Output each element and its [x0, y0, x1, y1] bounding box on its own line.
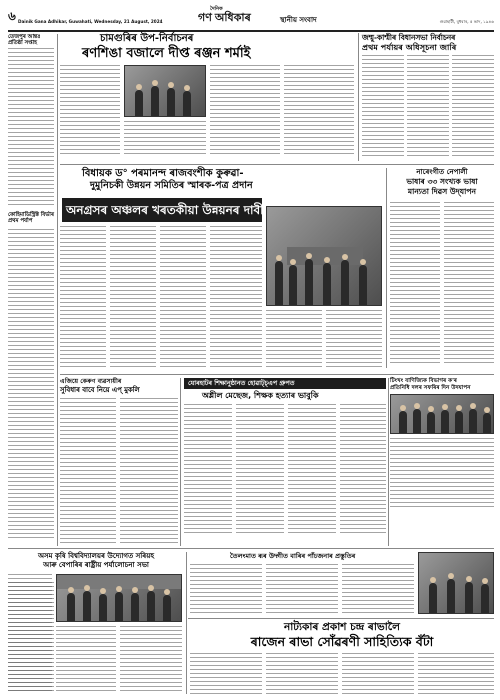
- festival-text-col2: [266, 564, 338, 614]
- top-story: [60, 33, 356, 163]
- festival-photo: [418, 552, 494, 614]
- university-headline-1: অসম কৃষি বিশ্ববিদ্যালয়ৰ উদ্যোগত সৰিয়হ: [37, 552, 155, 560]
- nepali-text-col2: [444, 202, 494, 366]
- main-story: [60, 168, 384, 372]
- nepali-kicker: নাৰেংগীত নেপালী: [416, 168, 468, 176]
- main-story-headline-banner: [62, 198, 262, 222]
- right-top-text-col3: [452, 55, 494, 159]
- small-right-text: [390, 438, 494, 508]
- center-left-headline: সুবিধাৰ বাবে নিয়ে এপ্ মুকলি: [60, 386, 140, 394]
- nepali-story: [390, 168, 494, 368]
- university-text-col2: [56, 626, 116, 694]
- top-story-text-col3: [210, 65, 280, 157]
- top-story-rule: [358, 33, 359, 161]
- bottom-story-text-col3: [342, 653, 414, 695]
- lower-band-rule: [8, 548, 494, 549]
- top-story-photo: [124, 65, 206, 117]
- center-story: [184, 378, 386, 538]
- bottom-band-rule: [188, 618, 494, 619]
- small-right-headline-1: টিংখং বাণিজ্যিক বিভাগৰ ক'ৰ: [390, 378, 457, 384]
- nepali-headline-2: মান্যতা দিৱস উদ্‌যাপন: [407, 187, 477, 196]
- bottom-story-text-col4: [418, 653, 494, 695]
- center-left-kicker: এজিয়ে কেৰুণ ব্যৱসায়ীৰ: [60, 378, 122, 385]
- main-story-kicker2: দুমুনিচকী উন্নয়ন সমিতিৰ স্মাৰক-পত্ৰ প্ৰদান: [90, 180, 253, 191]
- section-label: স্থানীয় সংবাদ: [280, 16, 317, 24]
- university-text-col1: [8, 574, 52, 694]
- center-left-rule: [180, 378, 181, 546]
- masthead: [8, 6, 494, 28]
- left-column-rule: [57, 34, 58, 546]
- top-story-headline: ৰণশিঙা বজালে দীপ্ত ৰঞ্জন শৰ্মাই: [82, 46, 251, 61]
- left-story1-text: [8, 48, 54, 208]
- page-number: ৬: [8, 9, 16, 23]
- bottom-story-headline: ৰাজেন ৰাভা সোঁৱৰণী সাহিত্যিক বঁটা: [250, 634, 434, 649]
- main-story-text-col2: [110, 226, 156, 368]
- center-story-headline-1: যোৰহাটৰ শিক্ষানুষ্ঠানত হোৱাট্চ্এপ গ্ৰুপত: [188, 379, 295, 387]
- masthead-logo: [198, 12, 251, 24]
- center-story-text-col3: [288, 404, 336, 536]
- main-story-kicker1: বিধায়ক ড° পৰমানন্দ ৰাজবংশীক কুৰুৱা-: [82, 168, 244, 179]
- right-top-headline: প্ৰথম পৰ্যায়ৰ অধিসূচনা জাৰি: [362, 42, 457, 52]
- top-story-text-col1: [60, 65, 120, 157]
- festival-headline: তৈলংমাত ৰূৰ উদ্গীত বাৰিৰ পাঁচজনাৰ প্ৰস্তুতিৰ: [230, 552, 356, 560]
- small-right-story: [390, 378, 494, 508]
- top-story-kicker: চামগুৰিৰ উপ-নিৰ্বাচনৰ: [100, 33, 194, 44]
- center-story-text-col2: [236, 404, 284, 536]
- center-story-headline-banner: [184, 378, 386, 389]
- main-story-text-col6: [326, 310, 382, 368]
- center-left-text-col2: [120, 398, 178, 544]
- right-top-kicker: জম্মু-কাশ্মীৰ বিধানসভা নিৰ্বাচনৰ: [362, 33, 456, 42]
- main-story-rule: [386, 168, 387, 368]
- festival-text-col3: [342, 564, 414, 614]
- center-left-text-col1: [60, 398, 116, 544]
- main-story-text-col5: [266, 310, 322, 368]
- university-headline-2: আৰু বেপাৰিৰ ৰাষ্ট্ৰীয় পৰ্যালোচনা সভা: [43, 561, 149, 569]
- mid-band-rule: [60, 374, 494, 375]
- center-left-story: [60, 378, 178, 546]
- right-top-story: [362, 33, 494, 161]
- dateline-en: Dainik Gana Adhikar, Guwahati, Wednesday, 21 August, 2024: [18, 19, 163, 24]
- right-top-text-col2: [407, 55, 449, 159]
- main-story-text-col4: [210, 226, 262, 368]
- small-right-headline-2: প্ৰতিনিধি দলৰ সফৰিৰ দিন উদযাপন: [390, 385, 471, 391]
- masthead-name-right: অধিকাৰ: [214, 11, 251, 24]
- main-story-text-col3: [160, 226, 206, 368]
- top-band-rule: [60, 164, 494, 165]
- bottom-story-text-col1: [190, 653, 262, 695]
- center-story-text-col1: [184, 404, 232, 536]
- left-story2-text: [8, 229, 54, 541]
- main-story-headline: অনগ্ৰসৰ অঞ্চলৰ খৰতকীয়া উন্নয়নৰ দাবী: [66, 203, 264, 217]
- main-story-photo: [266, 206, 382, 306]
- university-photo: [56, 574, 182, 622]
- masthead-name-left: গণ: [198, 11, 212, 24]
- festival-story: [190, 552, 494, 616]
- festival-text-col1: [190, 564, 262, 614]
- left-story2-headline: কোহিমাডিস্ট্ৰিক্ট বিৰ্ভাৰ প্ৰথম পৰ্যাপ: [8, 212, 54, 224]
- center-story-headline-2: অশ্লীল মেছেজ, শিক্ষক হত্যাৰ ভাবুকি: [202, 391, 319, 400]
- dateline-as: গুৱাহাটী, বুধবাৰ, ৫ ভাদ, ১৯৪৬: [439, 19, 494, 24]
- top-story-text-col4: [284, 65, 354, 157]
- small-right-photo: [390, 394, 494, 434]
- center-story-rule: [388, 378, 389, 546]
- left-story1-headline: তেজপুৰ আন্তঃ প্ৰতিষ্ঠা সপ্তাহ: [8, 34, 41, 46]
- masthead-rule: [8, 30, 494, 32]
- university-rule: [186, 552, 187, 694]
- nepali-text-col1: [390, 202, 440, 366]
- bottom-story-kicker: নাট্যকাৰ প্ৰকাশ চন্দ্ৰ ৰাভালৈ: [283, 621, 400, 633]
- university-text-col3: [120, 626, 182, 694]
- masthead-prefix: দৈনিক: [210, 6, 223, 12]
- nepali-headline-1: ভাষাৰ ৩৩ সংখ্যক ভাষা: [406, 177, 478, 186]
- bottom-story: [190, 621, 494, 695]
- center-story-text-col4: [340, 404, 386, 536]
- bottom-story-text-col2: [266, 653, 338, 695]
- right-top-text-col1: [362, 55, 404, 159]
- main-story-text-col1: [60, 226, 106, 368]
- top-story-text-col2: [124, 121, 206, 157]
- university-story: [8, 552, 184, 694]
